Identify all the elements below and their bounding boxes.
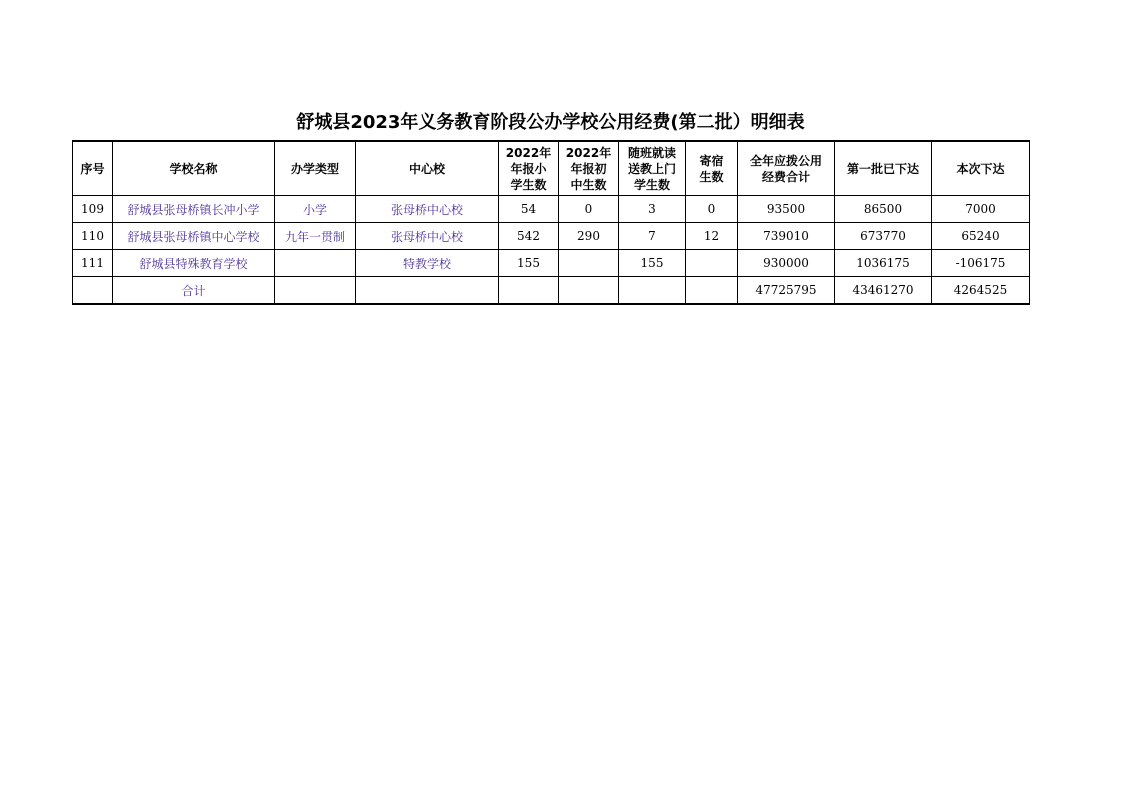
cell-special-students xyxy=(619,277,686,305)
cell-total-funds: 93500 xyxy=(738,196,835,223)
cell-boarding: 12 xyxy=(686,223,738,250)
page-title: 舒城县2023年义务教育阶段公办学校公用经费(第二批）明细表 xyxy=(296,112,805,133)
header-primary-2022-line: 年报小 xyxy=(510,161,547,176)
funding-detail-table xyxy=(72,140,1030,305)
cell-boarding xyxy=(686,277,738,305)
cell-school-type: 九年一贯制 xyxy=(275,223,356,250)
cell-seq xyxy=(73,277,113,305)
header-center-school: 中心校 xyxy=(356,141,499,196)
cell-special-students: 3 xyxy=(619,196,686,223)
header-primary-2022-line: 学生数 xyxy=(510,177,547,192)
cell-seq: 109 xyxy=(73,196,113,223)
cell-school-type xyxy=(275,250,356,277)
cell-center-school: 张母桥中心校 xyxy=(356,196,499,223)
cell-special-students: 7 xyxy=(619,223,686,250)
cell-first-batch: 1036175 xyxy=(835,250,932,277)
cell-special-students: 155 xyxy=(619,250,686,277)
cell-boarding: 0 xyxy=(686,196,738,223)
table-row xyxy=(73,250,1030,277)
cell-this-batch: 7000 xyxy=(932,196,1030,223)
header-special-students-line: 学生数 xyxy=(633,177,670,192)
header-primary-2022 xyxy=(499,141,559,196)
header-special-students xyxy=(619,141,686,196)
header-total-funds-line: 全年应拨公用 xyxy=(749,153,822,168)
cell-this-batch: 4264525 xyxy=(932,277,1030,305)
table-total-row xyxy=(73,277,1030,305)
header-primary-2022-line: 2022年 xyxy=(505,145,552,160)
cell-center-school xyxy=(356,277,499,305)
cell-junior-2022: 0 xyxy=(559,196,619,223)
table-row xyxy=(73,223,1030,250)
cell-total-funds: 930000 xyxy=(738,250,835,277)
cell-primary-2022: 542 xyxy=(499,223,559,250)
cell-school-name: 舒城县张母桥镇长冲小学 xyxy=(113,196,275,223)
cell-school-name: 舒城县张母桥镇中心学校 xyxy=(113,223,275,250)
header-this-batch: 本次下达 xyxy=(932,141,1030,196)
cell-junior-2022 xyxy=(559,250,619,277)
header-seq: 序号 xyxy=(73,141,113,196)
header-special-students-line: 送教上门 xyxy=(627,161,676,176)
cell-junior-2022 xyxy=(559,277,619,305)
header-total-funds-line: 经费合计 xyxy=(761,169,810,184)
header-junior-2022-line: 中生数 xyxy=(570,177,607,192)
cell-seq: 111 xyxy=(73,250,113,277)
cell-primary-2022 xyxy=(499,277,559,305)
cell-total-funds: 739010 xyxy=(738,223,835,250)
header-first-batch: 第一批已下达 xyxy=(835,141,932,196)
cell-boarding xyxy=(686,250,738,277)
header-total-funds xyxy=(738,141,835,196)
cell-school-type xyxy=(275,277,356,305)
cell-first-batch: 43461270 xyxy=(835,277,932,305)
table-row xyxy=(73,196,1030,223)
header-boarding-line: 寄宿 xyxy=(699,153,724,168)
header-special-students-line: 随班就读 xyxy=(627,145,676,160)
header-junior-2022-line: 年报初 xyxy=(570,161,607,176)
header-boarding-line: 生数 xyxy=(699,169,724,184)
header-junior-2022 xyxy=(559,141,619,196)
cell-seq: 110 xyxy=(73,223,113,250)
cell-total-label: 合计 xyxy=(113,277,275,305)
cell-center-school: 特教学校 xyxy=(356,250,499,277)
cell-this-batch: -106175 xyxy=(932,250,1030,277)
cell-this-batch: 65240 xyxy=(932,223,1030,250)
cell-junior-2022: 290 xyxy=(559,223,619,250)
cell-first-batch: 673770 xyxy=(835,223,932,250)
cell-center-school: 张母桥中心校 xyxy=(356,223,499,250)
cell-first-batch: 86500 xyxy=(835,196,932,223)
table-header-row xyxy=(73,141,1030,196)
cell-primary-2022: 54 xyxy=(499,196,559,223)
cell-school-name: 舒城县特殊教育学校 xyxy=(113,250,275,277)
header-school-type: 办学类型 xyxy=(275,141,356,196)
cell-school-type: 小学 xyxy=(275,196,356,223)
cell-total-funds: 47725795 xyxy=(738,277,835,305)
cell-primary-2022: 155 xyxy=(499,250,559,277)
header-boarding xyxy=(686,141,738,196)
header-junior-2022-line: 2022年 xyxy=(565,145,612,160)
header-school-name: 学校名称 xyxy=(113,141,275,196)
